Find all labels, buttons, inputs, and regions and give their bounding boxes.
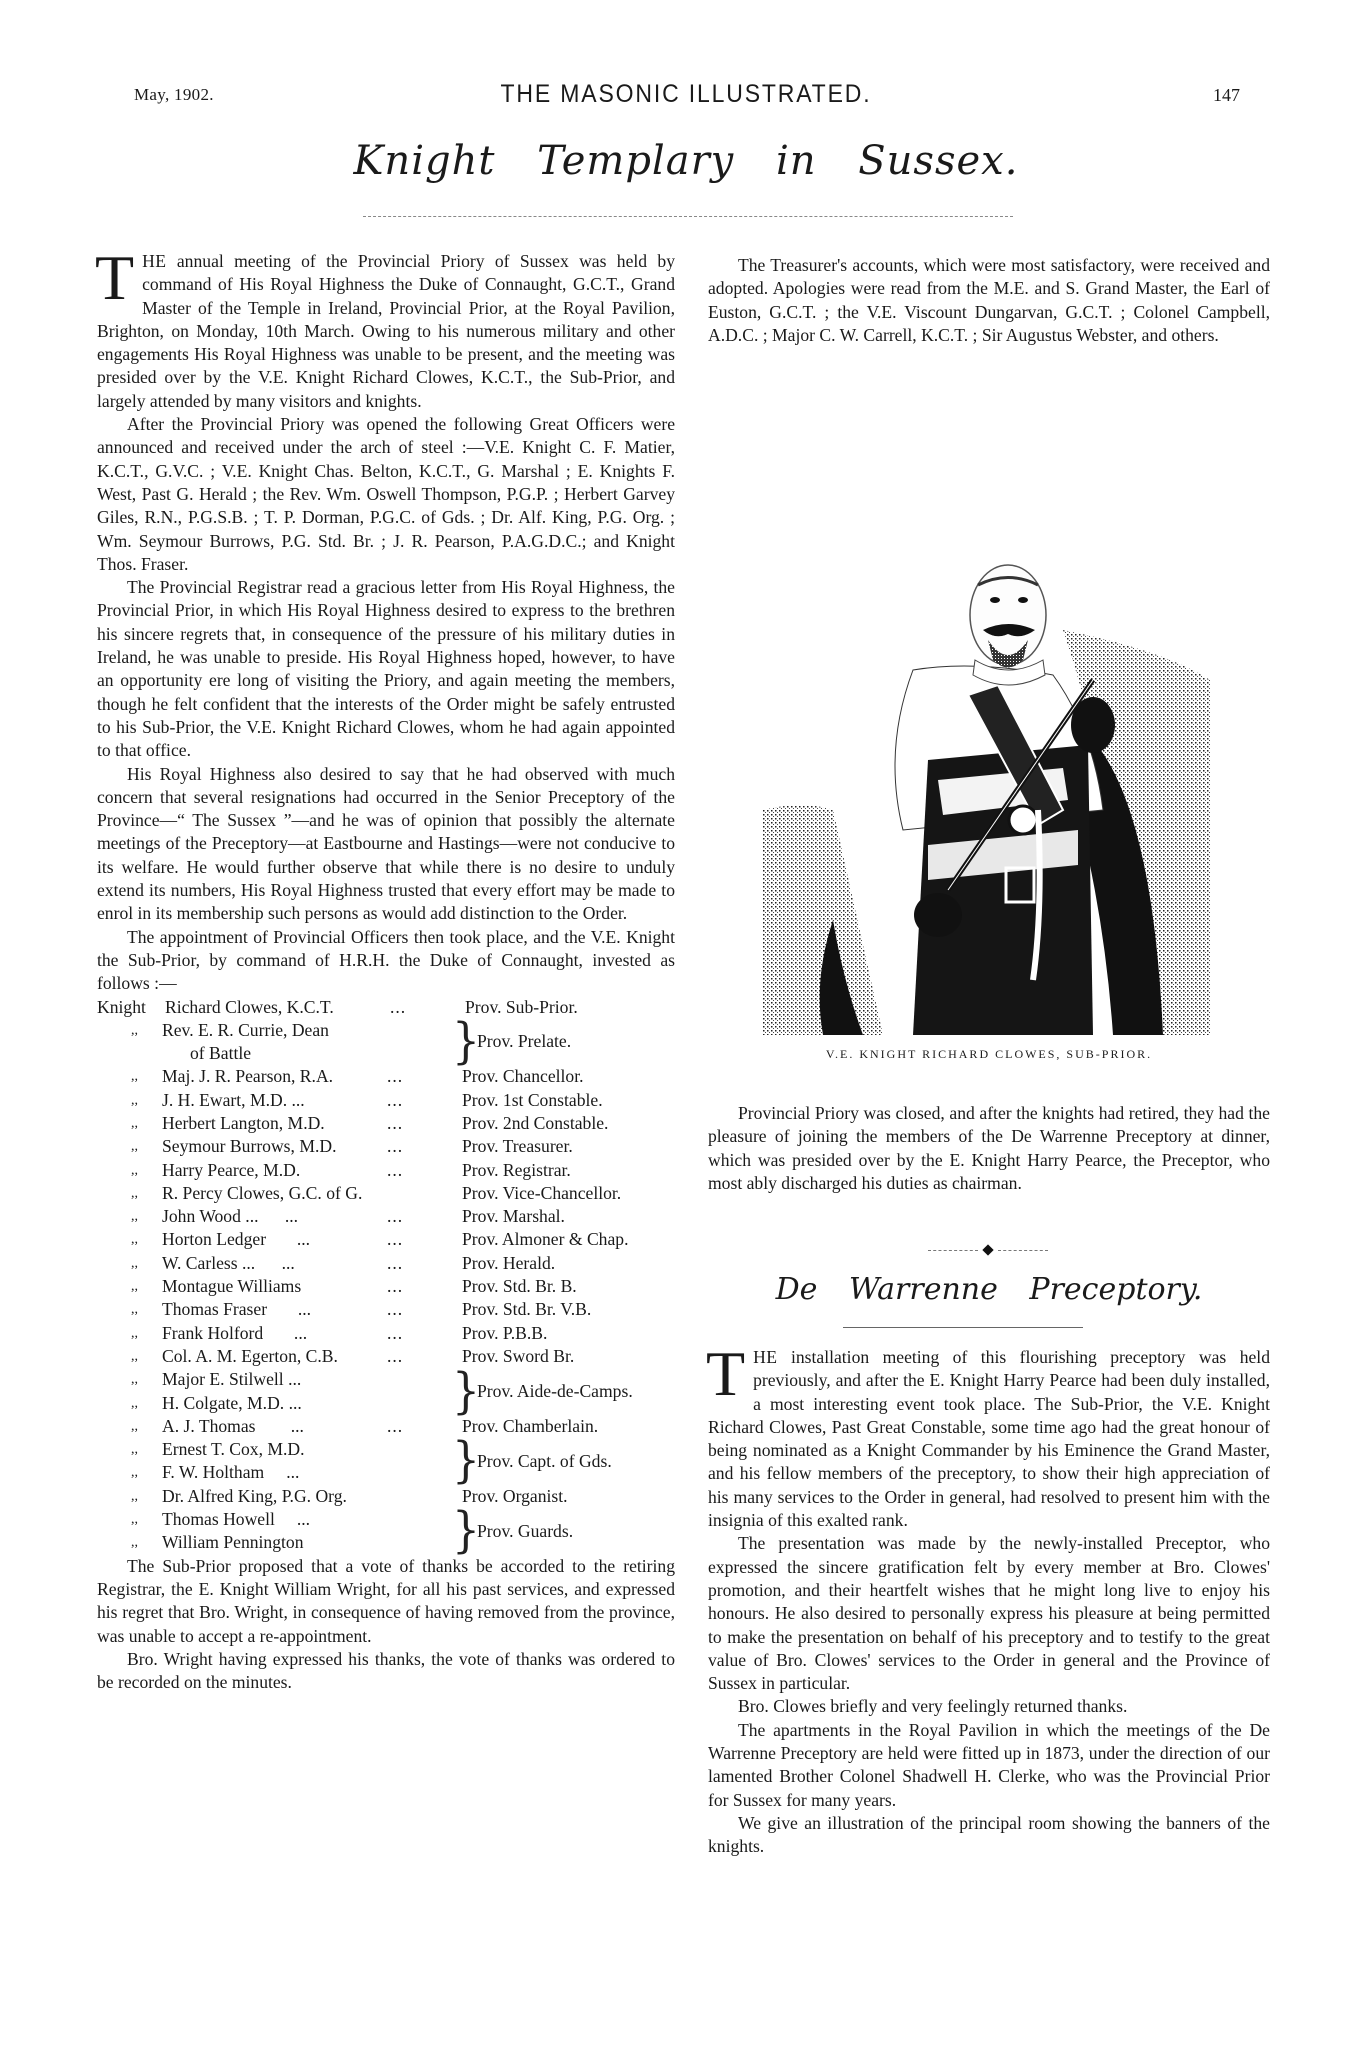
officer-dots: ... [387,1345,404,1366]
officer-office: Prov. P.B.B. [462,1322,548,1343]
ditto: ,, [131,1348,138,1364]
ditto: ,, [131,1185,138,1201]
officer-name: Harry Pearce, M.D. [162,1159,301,1180]
officer-dots: ... [387,1136,404,1157]
paragraph: His Royal Highness also desired to say that he had observed with much concern that several resignations had occurred in the Senior Preceptory of the Province—“ The Sussex ”—and he was of opinion that possibly the alternate meetings of the Preceptory—at Eastbourne and Hastings—were not conducive to its welfare. He would further observe that while there is no desire to unduly extend its numbers, His Royal Highness trusted that every effort may be made to enrol in its membership such persons as would add distinction to the Order. [97,763,675,924]
officer-office: Prov. Treasurer. [462,1136,573,1157]
officer-name: W. Carless ... ... [162,1252,295,1273]
article-title: Knight Templary in Sussex. [353,138,1019,184]
paragraph: The Sub-Prior proposed that a vote of thanks be accorded to the retiring Registrar, the E. Knight William Wright, for all his past services, and expressed his regret that Bro. Wright, in consequence of having removed from the province, was unable to accept a re-appointment. [97,1555,675,1646]
ditto: ,, [131,1209,138,1225]
officer-dots: ... [387,1112,404,1133]
photo-caption: V.E. KNIGHT RICHARD CLOWES, SUB-PRIOR. [825,1047,1153,1061]
officer-name: J. H. Ewart, M.D. ... [162,1089,305,1110]
right-column-top [708,254,1270,347]
officer-office: Prov. Organist. [462,1485,568,1506]
paragraph: The apartments in the Royal Pavilion in which the meetings of the De Warrenne Preceptory are held were fitted up in 1873, under the direction of our lamented Brother Colonel Shadwell H. Clerke, who was the Provincial Prior for Sussex for many years. [708,1719,1270,1810]
paragraph: The presentation was made by the newly-installed Preceptor, who expressed the sincere gratification felt by every member at Bro. Clowes' promotion, and their heartfelt wishes that he might long live to enjoy his honours. He also desired to personally express his pleasure at being permitted to make the presentation on behalf of his preceptory and to testify to the great value of Bro. Clowes' services to the Order in general and the Province of Sussex in particular. [708,1533,1270,1694]
issue-date: May, 1902. [134,85,214,104]
ditto: ,, [131,1395,138,1411]
officer-name: William Pennington [162,1532,304,1553]
section-title: De Warrenne Preceptory. [775,1272,1203,1307]
officer-dots: ... [387,1066,404,1087]
officer-row [97,1228,675,1251]
running-head [0,80,1372,110]
officer-row [97,1135,675,1158]
officer-row [97,1089,675,1112]
ditto: ,, [131,1372,138,1388]
drop-cap: T [706,1338,746,1409]
officer-office: Prov. Vice-Chancellor. [462,1182,622,1203]
paragraph: Bro. Clowes briefly and very feelingly returned thanks. [738,1696,1128,1717]
intro-paragraph: THE installation meeting of this flourishing preceptory was held previously, and after the E. Knight Harry Pearce had been duly installed, a most interesting event took place. The Sub-Prior, the V.E. Knight Richard Clowes, Past Great Constable, some time ago had the great honour of being nominated as a Knight Commander by his Eminence the Grand Master, and his fellow members of the preceptory, to show their high appreciation of his many services to the Order in general, had resolved to present him with the insignia of this exalted rank. [706,1338,1270,1531]
officers-list [97,996,675,1559]
officer-office: Prov. 1st Constable. [462,1089,603,1110]
officer-name: Major E. Stilwell ... [162,1369,302,1390]
drop-cap: T [95,242,135,313]
officer-name: John Wood ... ... [162,1206,299,1227]
officer-office: Prov. Chancellor. [462,1066,584,1087]
title-divider [363,216,1013,217]
officer-office: Prov. Almoner & Chap. [462,1229,629,1250]
officer-name: A. J. Thomas ... [162,1415,304,1436]
officer-group: ,, Major E. Stilwell ... ,, H. Colgate, M.D. ... } Prov. Aide-de-Camps. [97,1368,675,1415]
left-column [95,242,675,1694]
officer-dots: ... [387,1206,404,1227]
officer-dots: ... [387,1276,404,1297]
brace-icon: } [452,1432,480,1489]
publication-title: THE MASONIC ILLUSTRATED. [500,80,872,108]
page-number: 147 [1213,85,1240,105]
officer-name: R. Percy Clowes, G.C. of G. [162,1182,363,1203]
ditto: ,, [131,1325,138,1341]
ditto: ,, [131,1232,138,1248]
officer-office: Prov. Marshal. [462,1206,565,1227]
portrait-photo [763,510,1210,1035]
officer-office: Prov. 2nd Constable. [462,1112,609,1133]
officer-row [97,1065,675,1088]
officer-row [97,1415,675,1438]
paragraph: We give an illustration of the principal room showing the banners of the knights. [708,1812,1270,1857]
officer-name: of Battle [190,1043,252,1064]
ditto: ,, [131,1418,138,1434]
officer-name: Maj. J. R. Pearson, R.A. [162,1066,334,1087]
officer-row [97,1112,675,1135]
ditto: ,, [131,1488,138,1504]
officer-dots: ... [387,1299,404,1320]
paragraph: The Treasurer's accounts, which were most satisfactory, were received and adopted. Apologies were read from the M.E. and S. Grand Master, the Earl of Euston, G.C.T. ; the V.E. Viscount Dungarvan, G.C.T. ; Colonel Campbell, A.D.C. ; Major C. W. Carrell, K.C.T. ; Sir Augustus Webster, and others. [708,255,1270,345]
officer-name: Rev. E. R. Currie, Dean [162,1019,329,1040]
right-column-bottom [706,1338,1270,1859]
paragraph: Provincial Priory was closed, and after the knights had retired, they had the pleasure of joining the members of the De Warrenne Preceptory at dinner, which was presided over by the E. Knight Harry Pearce, the Preceptor, who most ably discharged his duties as chairman. [708,1103,1270,1193]
diamond-icon [982,1244,993,1255]
brace-icon: } [452,1013,480,1070]
officer-office: Prov. Herald. [462,1252,556,1273]
officer-row [97,1485,675,1508]
officer-group: ,, Ernest T. Cox, M.D. ,, F. W. Holtham ... } Prov. Capt. of Gds. [97,1438,675,1485]
officer-dots: ... [387,1159,404,1180]
ditto: ,, [131,1302,138,1318]
officer-office: Prov. Std. Br. B. [462,1276,577,1297]
ditto: ,, [131,1535,138,1551]
officer-name: Thomas Fraser ... [162,1299,312,1320]
officer-name: Ernest T. Cox, M.D. [162,1439,305,1460]
ditto: ,, [131,1465,138,1481]
ditto: ,, [131,1279,138,1295]
officer-row [97,1205,675,1228]
ditto: ,, [131,1139,138,1155]
officer-dots: ... [387,1415,404,1436]
ditto: ,, [131,1092,138,1108]
officer-name: Frank Holford ... [162,1322,308,1343]
paragraph: The Provincial Registrar read a gracious letter from His Royal Highness, the Provincial Prior, in which His Royal Highness desired to express to the brethren his sincere regrets that, in consequence of the pressure of his military duties in Ireland, he was unable to preside. His Royal Highness hoped, however, to have an opportunity ere long of visiting the Priory, and again meeting the members, though he felt confident that the interests of the Order might be safely entrusted to his Sub-Prior, the V.E. Knight Richard Clowes, whom he had again appointed to that office. [97,577,675,761]
ditto: ,, [131,1442,138,1458]
brace-icon: } [452,1502,480,1559]
officer-name: Horton Ledger ... [162,1229,311,1250]
officer-prefix: Knight [97,996,146,1017]
officer-row [97,996,675,1019]
intro-paragraph: THE annual meeting of the Provincial Priory of Sussex was held by command of His Royal Highness the Duke of Connaught, G.C.T., Grand Master of the Temple in Ireland, Provincial Prior, at the Royal Pavilion, Brighton, on Monday, 10th March. Owing to his numerous military and other engagements His Royal Highness was unable to be present, and the meeting was presided over by the V.E. Knight Richard Clowes, K.C.T., the Sub-Prior, and largely attended by many visitors and knights. [95,242,675,411]
officer-name: H. Colgate, M.D. ... [162,1392,302,1413]
ditto: ,, [131,1069,138,1085]
officer-name: F. W. Holtham ... [162,1462,300,1483]
officer-office: Prov. Std. Br. V.B. [462,1299,592,1320]
officer-group: ,, Rev. E. R. Currie, Dean of Battle } Prov. Prelate. [97,1019,675,1066]
officer-row [97,1345,675,1368]
officer-row [97,1298,675,1321]
officer-name: Herbert Langton, M.D. [162,1112,325,1133]
officer-name: Richard Clowes, K.C.T. [165,996,334,1017]
officer-office: Prov. Registrar. [462,1159,571,1180]
officer-name: Thomas Howell ... [162,1509,311,1530]
ditto: ,, [131,1115,138,1131]
paragraph: The appointment of Provincial Officers then took place, and the V.E. Knight the Sub-Prior, by command of H.R.H. the Duke of Connaught, invested as follows :— [97,926,675,994]
officer-row [97,1159,675,1182]
officer-row [97,1322,675,1345]
paragraph: After the Provincial Priory was opened the following Great Officers were announced and received under the arch of steel :—V.E. Knight C. F. Matier, K.C.T., G.V.C. ; V.E. Knight Chas. Belton, K.C.T., G. Marshal ; E. Knights F. West, Past G. Herald ; the Rev. Wm. Oswell Thompson, P.G.P. ; Herbert Garvey Giles, R.N., P.G.S.B. ; T. P. Dorman, P.G.C. of Gds. ; Dr. Alf. King, P.G. Org. ; Wm. Seymour Burrows, P.G. Std. Br. ; J. R. Pearson, P.A.G.D.C.; and Knight Thos. Fraser. [97,414,675,574]
ditto: ,, [131,1512,138,1528]
ditto: ,, [131,1022,138,1038]
officer-name: Col. A. M. Egerton, C.B. [162,1345,338,1366]
officer-row [97,1182,675,1205]
officer-name: Dr. Alfred King, P.G. Org. [162,1485,347,1506]
officer-dots: ... [387,1229,404,1250]
officer-name: Seymour Burrows, M.D. [162,1136,337,1157]
officer-dots: ... [387,1252,404,1273]
officer-name: Montague Williams [162,1276,302,1297]
ditto: ,, [131,1162,138,1178]
paragraph: Bro. Wright having expressed his thanks, the vote of thanks was ordered to be recorded on the minutes. [97,1648,675,1693]
officer-row [97,1252,675,1275]
officer-office: Prov. Chamberlain. [462,1415,599,1436]
section-ornament [928,1243,1048,1257]
section-divider [843,1327,1083,1328]
officer-dots: ... [387,1322,404,1343]
officer-row [97,1275,675,1298]
brace-icon: } [452,1362,480,1420]
officer-dots: ... [387,1089,404,1110]
officer-office: Prov. Sword Br. [462,1345,575,1366]
right-column-middle [708,1102,1270,1195]
officer-group: ,, Thomas Howell ... ,, William Pennington } Prov. Guards. [97,1508,675,1555]
ditto: ,, [131,1255,138,1271]
officer-office: Prov. Sub-Prior. [465,996,578,1017]
officer-dots: ... [390,996,407,1017]
